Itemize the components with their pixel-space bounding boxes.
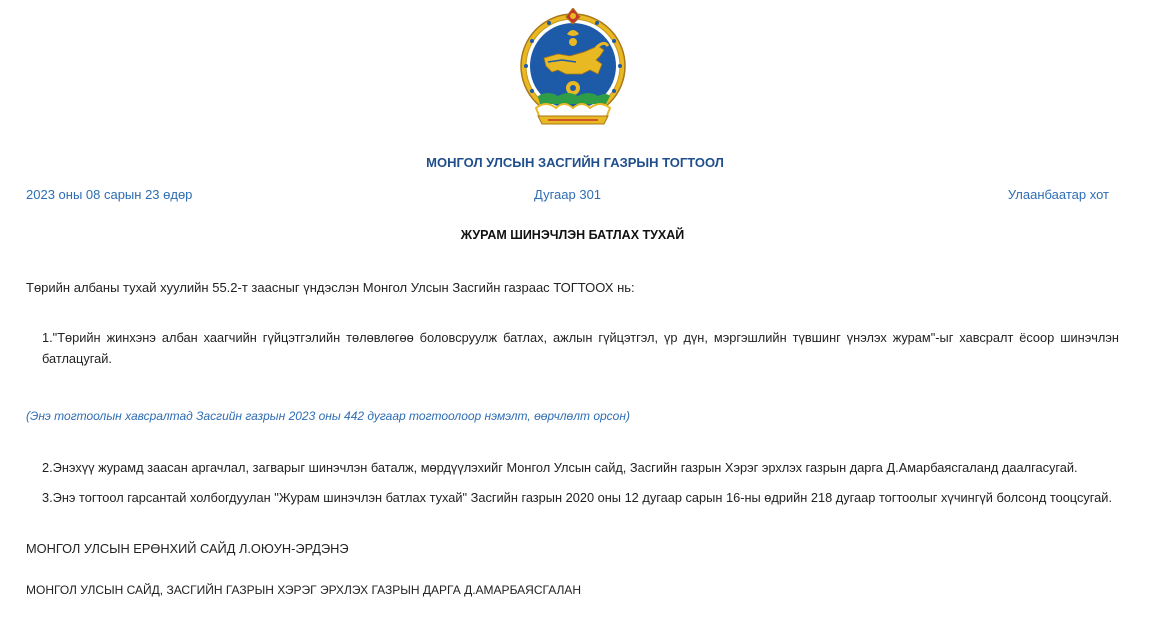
decree-place: Улаанбаатар хот (1007, 187, 1109, 202)
state-emblem-icon (518, 8, 628, 130)
decree-preamble: Төрийн албаны тухай хуулийн 55.2-т заасныг үндэслэн Монгол Улсын Засгийн газраас ТОГТООХ нь: (26, 280, 635, 295)
decree-meta (26, 187, 1109, 205)
amendment-note: (Энэ тогтоолын хавсралтад Засгийн газрын 2023 оны 442 дугаар тогтоолоор нэмэлт, өөрчлөлт орсон) (26, 409, 630, 423)
decree-number: Дугаар 301 (534, 187, 602, 202)
decree-item-1: 1."Төрийн жинхэнэ албан хаагчийн гүйцэтгэлийн төлөвлөгөө боловсруулж батлах, ажлын гүйцэтгэл, үр дүн, мэргэшлийн түвшинг үнэлэх журам"-ыг хавсралт ёсоор шинэчлэн батлацугай. (42, 330, 1119, 366)
decree-date: 2023 оны 08 сарын 23 өдөр (26, 187, 193, 202)
decree-subject: ЖУРАМ ШИНЭЧЛЭН БАТЛАХ ТУХАЙ (460, 228, 685, 242)
decree-item-3: 3.Энэ тогтоол гарсантай холбогдуулан "Журам шинэчлэн батлах тухай" Засгийн газрын 2020 оны 12 дугаар сарын 16-ны өдрийн 218 дугаар тогтоолыг хүчингүй болсонд тооцсугай. (42, 490, 1112, 505)
signature-minister: МОНГОЛ УЛСЫН САЙД, ЗАСГИЙН ГАЗРЫН ХЭРЭГ ЭРХЛЭХ ГАЗРЫН ДАРГА Д.АМАРБАЯСГАЛАН (26, 583, 582, 597)
document-title: МОНГОЛ УЛСЫН ЗАСГИЙН ГАЗРЫН ТОГТООЛ (426, 155, 724, 170)
decree-item-2: 2.Энэхүү журамд заасан аргачлал, загварыг шинэчлэн баталж, мөрдүүлэхийг Монгол Улсын сайд, Засгийн газрын Хэрэг эрхлэх газрын дарга Д.Амарбаясгаланд даалгасугай. (42, 460, 1078, 475)
signature-prime-minister: МОНГОЛ УЛСЫН ЕРӨНХИЙ САЙД Л.ОЮУН-ЭРДЭНЭ (26, 541, 349, 556)
